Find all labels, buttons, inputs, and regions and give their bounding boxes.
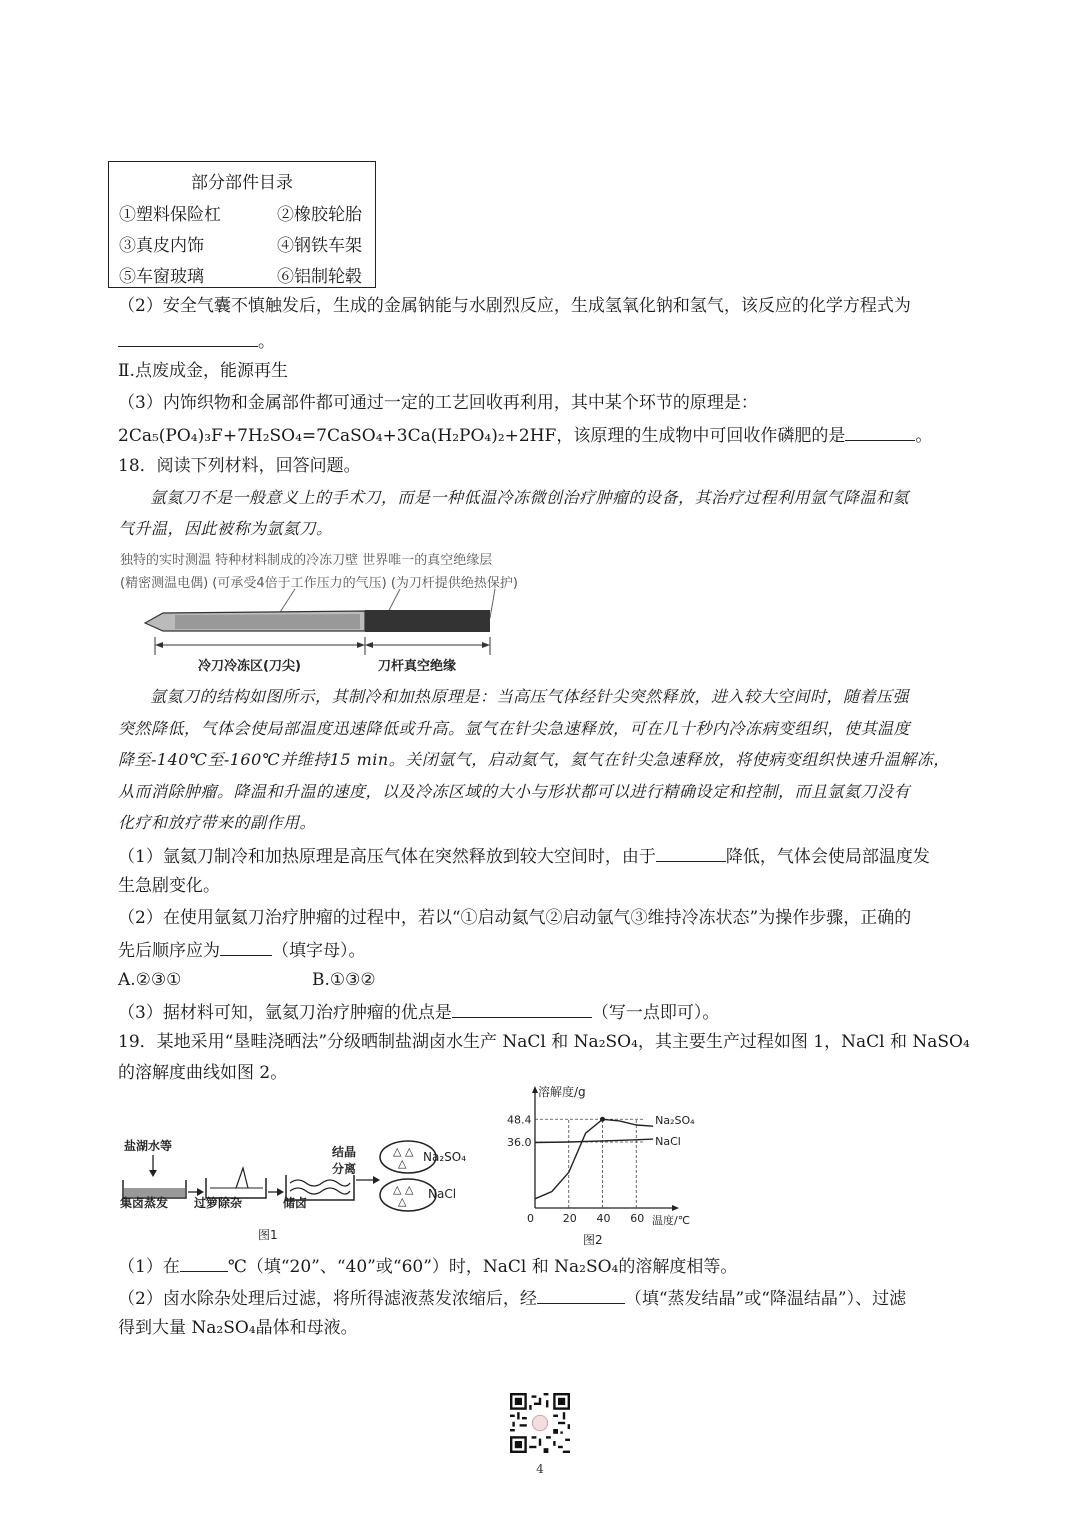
flow-arrow-label: 分离 bbox=[332, 1162, 357, 1176]
q17-part3-end: 。 bbox=[915, 426, 933, 446]
parts-table-title: 部分部件目录 bbox=[191, 173, 293, 193]
q19-question2-end: 得到大量 Na₂SO₄晶体和母液。 bbox=[118, 1318, 358, 1338]
q18-question3-line bbox=[118, 999, 719, 1025]
y-tick-label: 36.0 bbox=[507, 1136, 532, 1149]
origin-label: 0 bbox=[527, 1212, 534, 1225]
x-tick-label: 20 bbox=[562, 1212, 577, 1225]
answer-blank[interactable] bbox=[845, 422, 915, 441]
q19-question2-text: （填“蒸发结晶”或“降温结晶”）、过滤 bbox=[624, 1289, 907, 1309]
svg-text:△: △ bbox=[398, 1157, 407, 1170]
q18-question2-text: （2）在使用氩氦刀治疗肿瘤的过程中，若以“①启动氦气②启动氩气③维持冷冻状态”为操作步骤，正确的 bbox=[118, 908, 912, 928]
diagram-top-label: 独特的实时测温 特种材料制成的冷冻刀壁 世界唯一的真空绝缘层 bbox=[120, 553, 493, 568]
x-tick-label: 40 bbox=[596, 1212, 611, 1225]
option-a: A.②③① bbox=[118, 970, 182, 990]
diagram-zone-label: 冷刀冷冻区(刀尖) bbox=[198, 659, 301, 674]
diagram-zone-label: 刀杆真空绝缘 bbox=[378, 659, 457, 674]
parts-item: ③真皮内饰 bbox=[119, 236, 204, 256]
q17-part2-answer-line bbox=[118, 328, 275, 354]
qr-code-image bbox=[510, 1393, 570, 1453]
flow-step-label: 储卤 bbox=[283, 1196, 308, 1210]
chemical-equation: 2Ca₅(PO₄)₃F+7H₂SO₄=7CaSO₄+3Ca(H₂PO₄)₂+2HF，该原理的生成物中可回收作磷肥的是 bbox=[118, 426, 846, 446]
flow-arrow-label: 结晶 bbox=[332, 1145, 357, 1159]
section-heading: Ⅱ.点废成金，能源再生 bbox=[118, 361, 288, 381]
q19-question2-text: （2）卤水除杂处理后过滤，将所得滤液蒸发浓缩后，经 bbox=[118, 1289, 537, 1309]
q18-paragraph2-line: 从而消除肿瘤。降温和升温的速度，以及冷冻区域的大小与形状都可以进行精确设定和控制，而且氩氦刀没有 bbox=[118, 782, 911, 801]
solubility-chart bbox=[490, 1085, 695, 1248]
x-axis-arrow bbox=[672, 1205, 679, 1211]
q19-question1-text: ℃（填“20”、“40”或“60”）时，NaCl 和 Na₂SO₄的溶解度相等。 bbox=[227, 1257, 738, 1277]
q18-question1-text: 降低，气体会使局部温度发 bbox=[725, 847, 930, 867]
y-tick-label: 48.4 bbox=[507, 1113, 532, 1127]
figure1-caption: 图1 bbox=[258, 1228, 278, 1242]
q18-title: 18．阅读下列材料，回答问题。 bbox=[118, 456, 361, 476]
answer-blank[interactable] bbox=[656, 843, 726, 862]
q19-question2-line bbox=[118, 1285, 906, 1311]
parts-item: ②橡胶轮胎 bbox=[277, 205, 362, 225]
svg-text:△: △ bbox=[398, 1195, 407, 1208]
q19-question1-line bbox=[118, 1253, 737, 1279]
series-line bbox=[535, 1119, 653, 1199]
q19-question1-text: （1）在 bbox=[118, 1257, 180, 1277]
page-number: 4 bbox=[536, 1462, 544, 1476]
q18-question3-text: （写一点即可）。 bbox=[591, 1003, 720, 1023]
answer-blank[interactable] bbox=[118, 328, 258, 347]
q18-question1-end: 生急剧变化。 bbox=[118, 876, 220, 896]
q18-paragraph2-line: 氩氦刀的结构如图所示，其制冷和加热原理是：当高压气体经针尖突然释放，进入较大空间时，随着压强 bbox=[150, 687, 910, 706]
x-axis-label: 温度/℃ bbox=[652, 1214, 691, 1227]
diagram-top-label: (精密测温电偶) (可承受4倍于工作压力的气压) (为刀杆提供绝热保护) bbox=[120, 576, 518, 591]
parts-item: ⑥铝制轮毂 bbox=[277, 267, 362, 287]
parts-item: ⑤车窗玻璃 bbox=[119, 267, 204, 287]
data-point bbox=[600, 1117, 605, 1122]
flow-product-label: NaCl bbox=[428, 1187, 457, 1201]
q18-question2-line bbox=[118, 937, 366, 963]
series-label: Na₂SO₄ bbox=[655, 1114, 695, 1128]
q18-question1-text: （1）氩氦刀制冷和加热原理是高压气体在突然释放到较大空间时，由于 bbox=[118, 847, 656, 867]
q18-question1-line bbox=[118, 843, 930, 869]
figure2-caption: 图2 bbox=[583, 1233, 603, 1247]
answer-blank[interactable] bbox=[537, 1285, 625, 1304]
parts-item: ④钢铁车架 bbox=[277, 236, 362, 256]
q18-question2-text: （填字母）。 bbox=[272, 941, 366, 961]
q17-part2-end: 。 bbox=[258, 332, 275, 352]
q17-part2-text: （2）安全气囊不慎触发后，生成的金属钠能与水剧烈反应，生成氢氧化钠和氢气，该反应的化学方程式为 bbox=[118, 296, 911, 316]
series-label: NaCl bbox=[655, 1135, 681, 1149]
answer-blank[interactable] bbox=[180, 1253, 228, 1272]
q18-paragraph1-line: 气升温，因此被称为氩氦刀。 bbox=[118, 519, 333, 538]
svg-text:△ △: △ △ bbox=[393, 1183, 414, 1196]
parts-item: ①塑料保险杠 bbox=[119, 205, 221, 225]
q18-paragraph2-line: 化疗和放疗带来的副作用。 bbox=[118, 813, 317, 832]
q18-question3-text: （3）据材料可知，氩氦刀治疗肿瘤的优点是 bbox=[118, 1003, 452, 1023]
answer-blank[interactable] bbox=[220, 937, 272, 956]
q19-title: 19．某地采用“垦畦浇晒法”分级晒制盐湖卤水生产 NaCl 和 Na₂SO₄，其主要生产过程如图 1，NaCl 和 NaSO₄ bbox=[118, 1032, 970, 1052]
y-axis-label: 溶解度/g bbox=[538, 1085, 586, 1099]
answer-blank[interactable] bbox=[452, 999, 592, 1018]
flow-source-label: 盐湖水等 bbox=[124, 1139, 173, 1153]
q18-question2-text: 先后顺序应为 bbox=[118, 941, 220, 961]
flow-step-label: 过箩除杂 bbox=[194, 1196, 243, 1210]
flow-product-label: Na₂SO₄ bbox=[423, 1150, 467, 1164]
x-tick-label: 60 bbox=[630, 1212, 645, 1225]
q18-paragraph1-line: 氩氦刀不是一般意义上的手术刀，而是一种低温冷冻微创治疗肿瘤的设备，其治疗过程利用氩气降温和氦 bbox=[150, 488, 910, 507]
flow-step-label: 集卤蒸发 bbox=[120, 1196, 169, 1210]
q17-part3-text: （3）内饰织物和金属部件都可通过一定的工艺回收再利用，其中某个环节的原理是： bbox=[118, 393, 758, 413]
q19-title: 的溶解度曲线如图 2。 bbox=[118, 1063, 288, 1083]
q17-part3-equation-line bbox=[118, 422, 932, 448]
svg-text:△ △: △ △ bbox=[393, 1145, 414, 1158]
parts-table bbox=[108, 161, 376, 288]
q18-paragraph2-line: 降至-140℃至-160℃并维持15 min。关闭氩气，启动氦气，氦气在针尖急速释放，将使病变组织快速升温解冻， bbox=[118, 750, 950, 769]
option-b: B.①③② bbox=[312, 970, 376, 990]
q18-paragraph2-line: 突然降低，气体会使局部温度迅速降低或升高。氩气在针尖急速释放，可在几十秒内冷冻病变组织，使其温度 bbox=[118, 719, 911, 738]
